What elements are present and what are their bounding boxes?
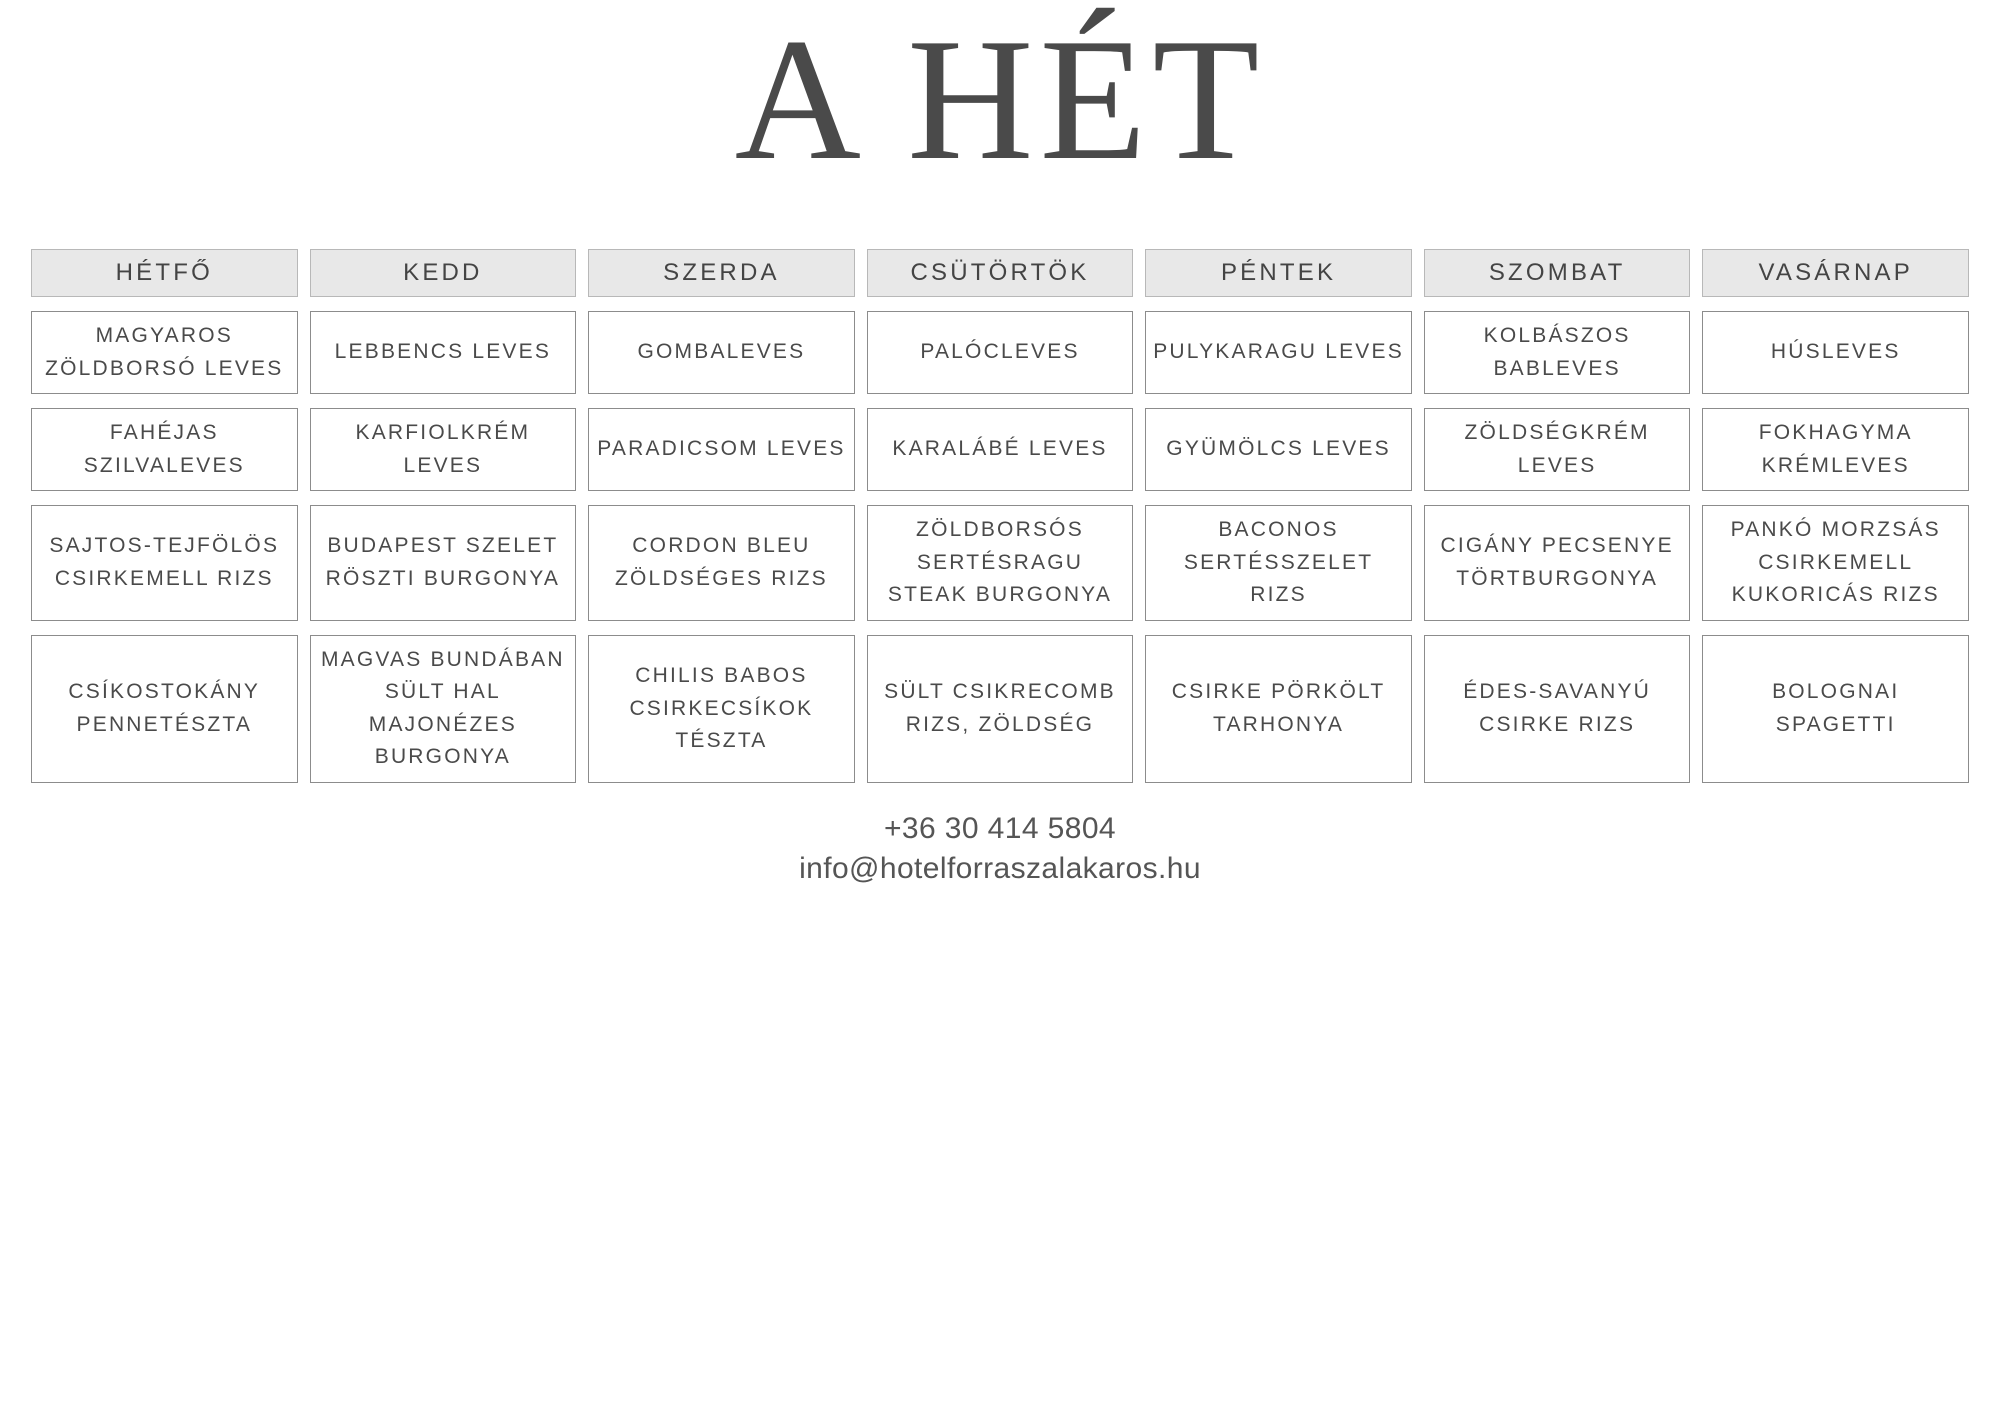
menu-cell: PALÓCLEVES xyxy=(867,311,1134,394)
menu-cell: MAGVAS BUNDÁBAN SÜLT HAL MAJONÉZES BURGONYA xyxy=(310,635,577,783)
menu-cell: CHILIS BABOS CSIRKECSÍKOK TÉSZTA xyxy=(588,635,855,783)
day-header-monday: HÉTFŐ xyxy=(31,249,298,297)
menu-cell: BACONOS SERTÉSSZELET RIZS xyxy=(1145,505,1412,621)
day-header-wednesday: SZERDA xyxy=(588,249,855,297)
menu-cell: MAGYAROS ZÖLDBORSÓ LEVES xyxy=(31,311,298,394)
day-header-tuesday: KEDD xyxy=(310,249,577,297)
menu-cell: KOLBÁSZOS BABLEVES xyxy=(1424,311,1691,394)
menu-cell: SÜLT CSIKRECOMB RIZS, ZÖLDSÉG xyxy=(867,635,1134,783)
menu-cell: FOKHAGYMA KRÉMLEVES xyxy=(1702,408,1969,491)
weekly-menu-grid xyxy=(31,249,1969,783)
menu-cell: GOMBALEVES xyxy=(588,311,855,394)
menu-cell: ÉDES-SAVANYÚ CSIRKE RIZS xyxy=(1424,635,1691,783)
menu-cell: BOLOGNAI SPAGETTI xyxy=(1702,635,1969,783)
day-header-friday: PÉNTEK xyxy=(1145,249,1412,297)
menu-cell: KARFIOLKRÉM LEVES xyxy=(310,408,577,491)
menu-cell: SAJTOS-TEJFÖLÖS CSIRKEMELL RIZS xyxy=(31,505,298,621)
day-header-saturday: SZOMBAT xyxy=(1424,249,1691,297)
contact-phone: +36 30 414 5804 xyxy=(883,812,1117,846)
menu-cell: GYÜMÖLCS LEVES xyxy=(1145,408,1412,491)
day-header-sunday: VASÁRNAP xyxy=(1702,249,1969,297)
menu-cell: CSÍKOSTOKÁNY PENNETÉSZTA xyxy=(31,635,298,783)
contact-footer xyxy=(799,809,1201,888)
menu-cell: ZÖLDBORSÓS SERTÉSRAGU STEAK BURGONYA xyxy=(867,505,1134,621)
menu-cell: PULYKARAGU LEVES xyxy=(1145,311,1412,394)
menu-cell: BUDAPEST SZELET RÖSZTI BURGONYA xyxy=(310,505,577,621)
day-header-thursday: CSÜTÖRTÖK xyxy=(867,249,1134,297)
menu-cell: CORDON BLEU ZÖLDSÉGES RIZS xyxy=(588,505,855,621)
menu-cell: KARALÁBÉ LEVES xyxy=(867,408,1134,491)
contact-email: info@hotelforraszalakaros.hu xyxy=(799,851,1201,885)
menu-cell: PARADICSOM LEVES xyxy=(588,408,855,491)
menu-cell: LEBBENCS LEVES xyxy=(310,311,577,394)
menu-cell: FAHÉJAS SZILVALEVES xyxy=(31,408,298,491)
menu-cell: CSIRKE PÖRKÖLT TARHONYA xyxy=(1145,635,1412,783)
menu-cell: ZÖLDSÉGKRÉM LEVES xyxy=(1424,408,1691,491)
page-title: A HÉT xyxy=(734,2,1266,196)
menu-cell: HÚSLEVES xyxy=(1702,311,1969,394)
menu-cell: PANKÓ MORZSÁS CSIRKEMELL KUKORICÁS RIZS xyxy=(1702,505,1969,621)
menu-cell: CIGÁNY PECSENYE TÖRTBURGONYA xyxy=(1424,505,1691,621)
